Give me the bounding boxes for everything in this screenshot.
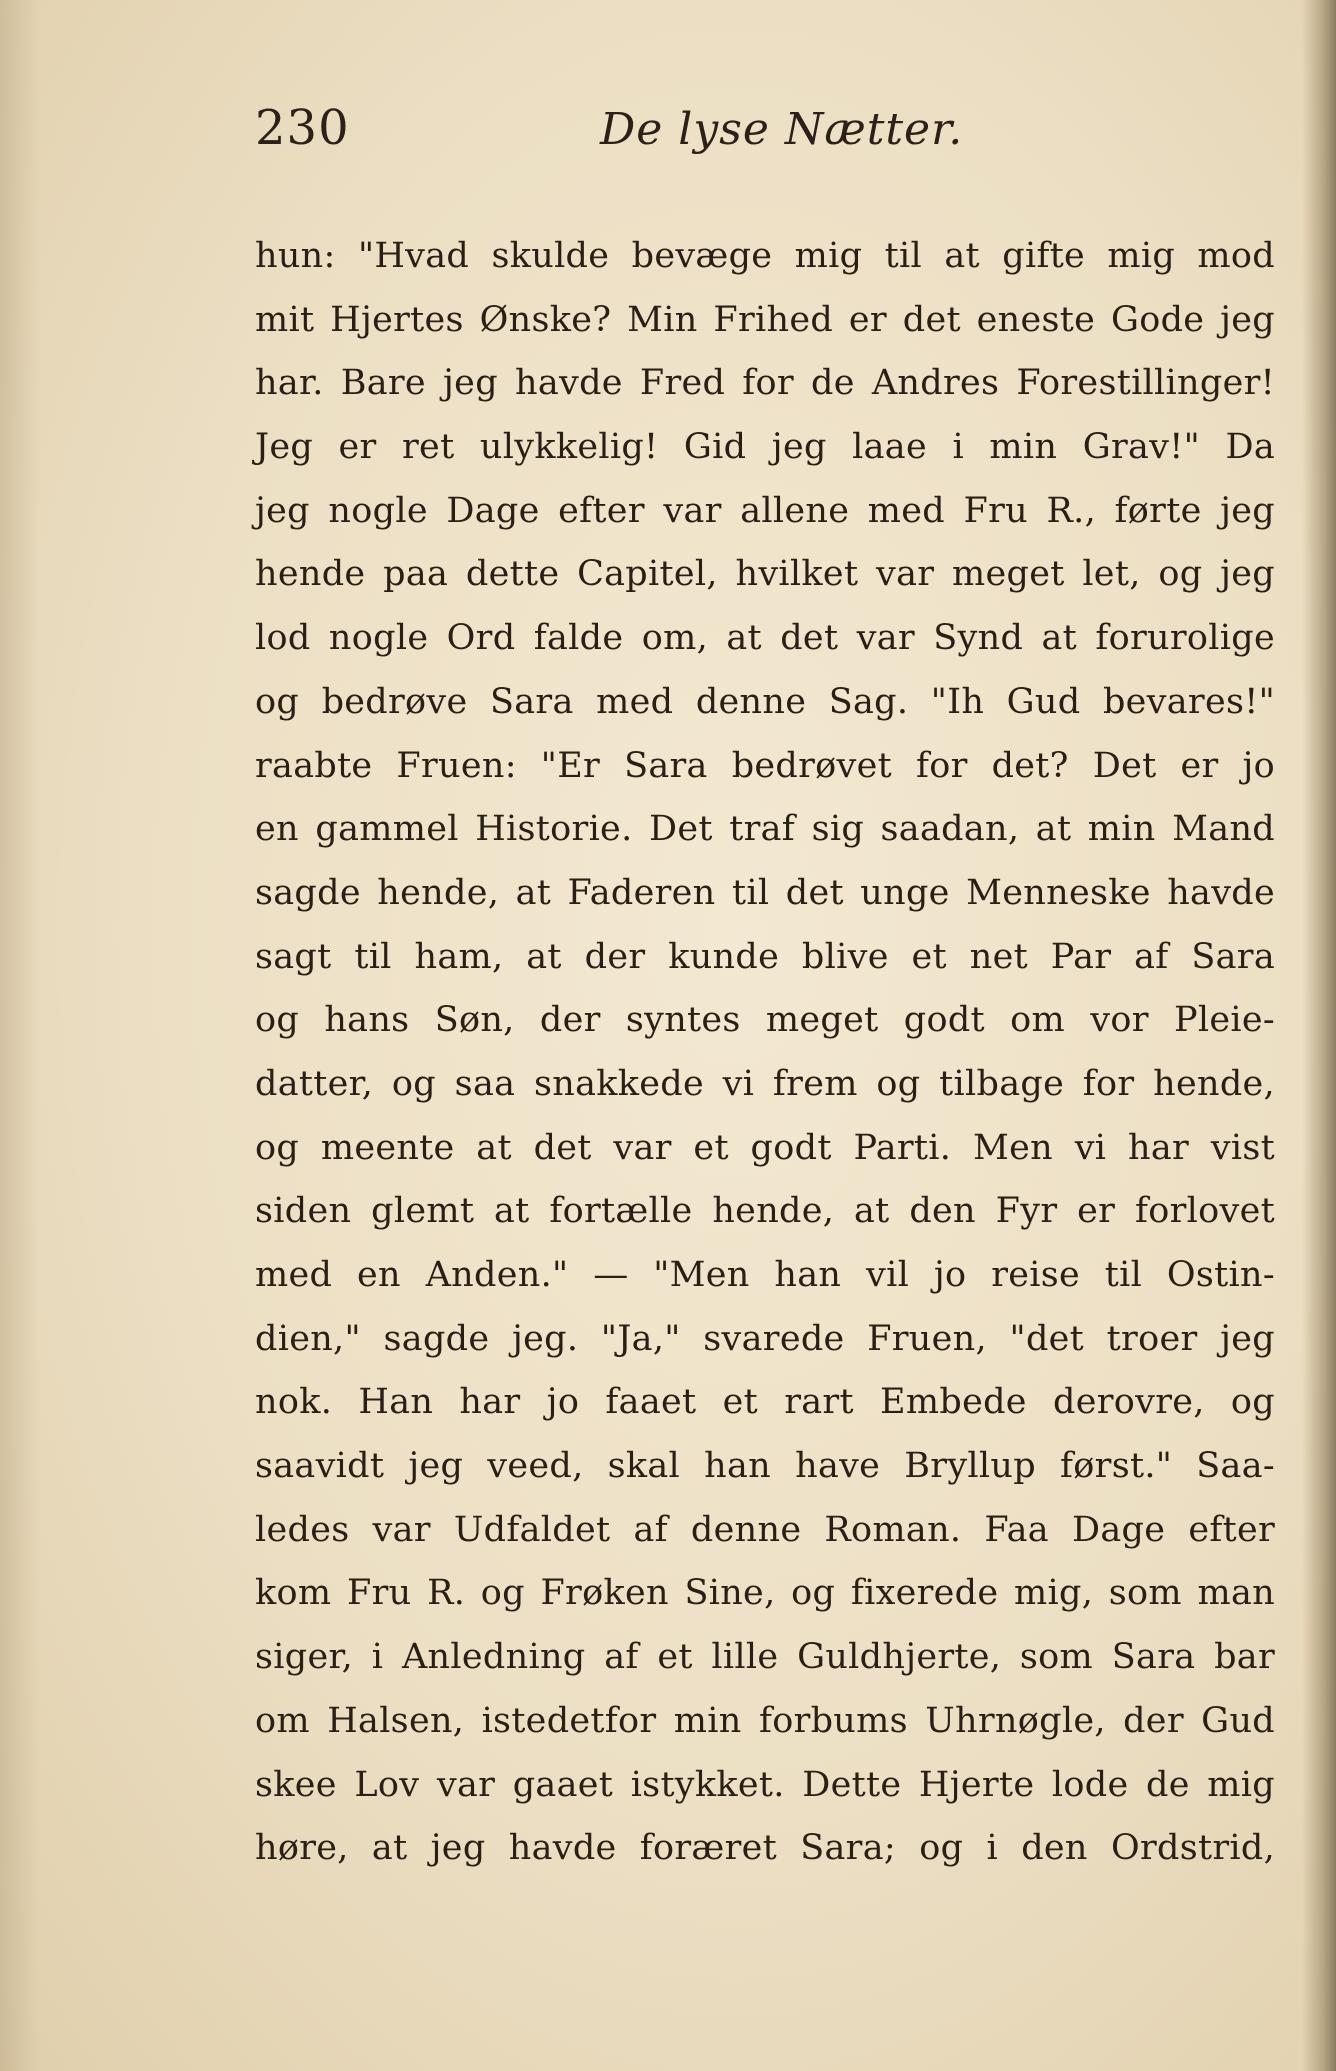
text-line: og meente at det var et godt Parti. Men vi har vist: [255, 1127, 1275, 1168]
text-line: jeg nogle Dage efter var allene med Fru R., førte jeg: [255, 490, 1275, 531]
page-header: [255, 100, 1265, 170]
text-line: Jeg er ret ulykkelig! Gid jeg laae i min Grav!" Da: [255, 427, 1275, 468]
text-line: har. Bare jeg havde Fred for de Andres Forestillinger!: [255, 363, 1275, 404]
text-line: kom Fru R. og Frøken Sine, og fixerede mig, som man: [255, 1573, 1275, 1614]
page-number: 230: [255, 100, 350, 156]
page-gutter-shade: [0, 0, 40, 2071]
text-line: saavidt jeg veed, skal han have Bryllup først." Saa-: [255, 1446, 1275, 1487]
text-line: sagt til ham, at der kunde blive et net Par af Sara: [255, 936, 1275, 977]
text-line: raabte Fruen: "Er Sara bedrøvet for det? Det er jo: [255, 745, 1275, 786]
text-line: nok. Han har jo faaet et rart Embede derovre, og: [255, 1382, 1275, 1423]
text-line: hende paa dette Capitel, hvilket var meget let, og jeg: [255, 554, 1275, 595]
running-title: De lyse Nætter.: [600, 104, 964, 155]
text-line: dien," sagde jeg. "Ja," svarede Fruen, "det troer jeg: [255, 1318, 1275, 1359]
text-line: en gammel Historie. Det traf sig saadan, at min Mand: [255, 809, 1275, 850]
text-line: ledes var Udfaldet af denne Roman. Faa Dage efter: [255, 1509, 1275, 1550]
text-line: høre, at jeg havde foræret Sara; og i den Ordstrid,: [255, 1828, 1275, 1869]
text-line: sagde hende, at Faderen til det unge Menneske havde: [255, 872, 1275, 913]
text-line: med en Anden." — "Men han vil jo reise til Ostin-: [255, 1255, 1275, 1295]
text-line: datter, og saa snakkede vi frem og tilbage for hende,: [255, 1063, 1275, 1104]
text-line: og hans Søn, der syntes meget godt om vor Pleie-: [255, 1000, 1275, 1041]
text-line: lod nogle Ord falde om, at det var Synd at forurolige: [255, 618, 1275, 659]
page-edge-shadow: [1302, 0, 1336, 2071]
text-line: siger, i Anledning af et lille Guldhjerte, som Sara bar: [255, 1637, 1275, 1678]
text-line: hun: "Hvad skulde bevæge mig til at gifte mig mod: [255, 236, 1275, 276]
text-line: om Halsen, istedetfor min forbums Uhrnøgle, der Gud: [255, 1700, 1275, 1741]
text-line: siden glemt at fortælle hende, at den Fyr er forlovet: [255, 1191, 1275, 1232]
text-line: mit Hjertes Ønske? Min Frihed er det eneste Gode jeg: [255, 299, 1275, 340]
body-text: [255, 225, 1275, 1881]
text-line: skee Lov var gaaet istykket. Dette Hjerte lode de mig: [255, 1764, 1275, 1805]
text-line: og bedrøve Sara med denne Sag. "Ih Gud bevares!": [255, 681, 1275, 722]
